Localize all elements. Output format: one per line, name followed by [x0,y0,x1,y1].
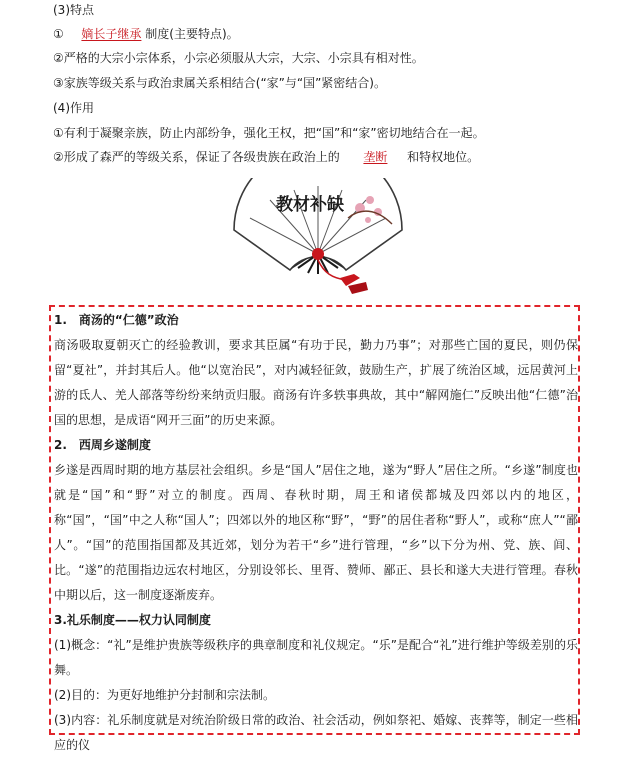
item-text: 制度(主要特点)。 [145,27,239,41]
fan-title: 教材补缺 [276,195,344,215]
paragraph-content: (3)内容：礼乐制度就是对统治阶级日常的政治、社会活动，例如祭祀、婚嫁、丧葬等，制定一些相应的仪 [54,713,578,752]
paragraph-purpose: (2)目的：为更好地维护分封制和宗法制。 [54,688,275,702]
item-number: ① [53,27,64,41]
supplement-content [54,308,578,758]
effect-item-2 [53,149,479,165]
fan-illustration [228,178,408,296]
paragraph-shang-tang: 商汤吸取夏朝灭亡的经验教训，要求其臣属“有功于民，勤力乃事”；对那些亡国的夏民，则仍保留“夏社”，并封其后人。他“以宽治民”，对内减轻征敛，鼓励生产，扩展了统治区域，远居黄河上游的氐人、羌人部落等纷纷来纳贡归服。商汤有许多轶事典故，其中“解网施仁”反映出他“仁德”治国的思想，是成语“网开三面”的历史来源。 [54,338,578,427]
subheading-xiang-sui: 2. 西周乡遂制度 [54,438,151,452]
effect-item-1: ①有利于凝聚亲族，防止内部纷争，强化王权，把“国”和“家”密切地结合在一起。 [53,126,485,140]
feature-item-2: ②严格的大宗小宗体系，小宗必须服从大宗，大宗、小宗具有相对性。 [53,51,424,65]
paragraph-concept: (1)概念：“礼”是维护贵族等级秩序的典章制度和礼仪规定。“乐”是配合“礼”进行维护等级差别的乐舞。 [54,638,578,677]
section-4-heading: (4)作用 [53,101,94,115]
item-text: 和特权地位。 [407,150,480,164]
item-text: ②形成了森严的等级关系，保证了各级贵族在政治上的 [53,150,340,164]
paragraph-xiang-sui: 乡遂是西周时期的地方基层社会组织。乡是“国人”居住之地，遂为“野人”居住之所。“乡遂”制度也就是“国”和“野”对立的制度。西周、春秋时期，周王和诸侯都城及四郊以内的地区，称“国”，“国”中之人称“国人”；四郊以外的地区称“野”，“野”的居住者称“野人”，或称“庶人”“鄙人”。“国”的范围指国都及其近郊，划分为若干“乡”进行管理，“乡”以下分为州、党、族、闾、比。“遂”的范围指边远农村地区，分别设邻长、里胥、赞师、鄙正、县长和遂大夫进行管理。春秋中期以后，这一制度逐渐废弃。 [54,463,578,602]
answer-term-monopoly: 垄断 [363,150,388,164]
feature-item-3: ③家族等级关系与政治隶属关系相结合(“家”与“国”紧密结合)。 [53,76,386,90]
feature-item-1 [53,26,239,42]
subheading-shang-tang: 1. 商汤的“仁德”政治 [54,313,179,327]
supplement-fan-banner [228,178,408,296]
section-3-heading: (3)特点 [53,3,94,17]
answer-term-primogeniture: 嫡长子继承 [81,27,142,41]
subheading-rites-music: 3.礼乐制度——权力认同制度 [54,613,211,627]
